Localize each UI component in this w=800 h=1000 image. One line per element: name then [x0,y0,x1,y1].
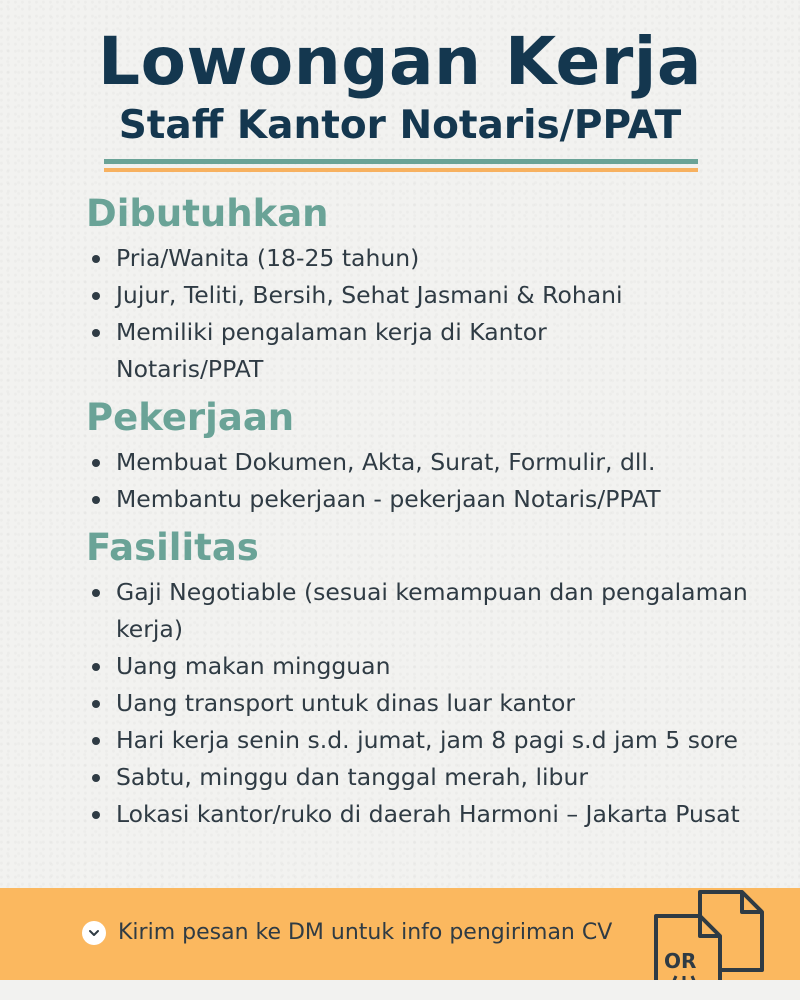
svg-text:OR: OR [664,949,697,973]
bullet-icon [92,459,100,467]
section-dibutuhkan [86,190,786,388]
content [86,190,786,839]
bullet-icon [92,700,100,708]
bullet-icon [92,811,100,819]
page-subtitle: Staff Kantor Notaris/PPAT [118,103,682,148]
bullet-icon [92,589,100,597]
list-item: Lokasi kantor/ruko di daerah Harmoni – Jakarta Pusat [86,796,786,833]
bullet-icon [92,774,100,782]
section-title: Dibutuhkan [86,192,329,235]
list-item: Pria/Wanita (18-25 tahun) [86,240,786,277]
header [0,22,800,150]
list-item: Sabtu, minggu dan tanggal merah, libur [86,759,786,796]
list-item: Memiliki pengalaman kerja di Kantor Notaris/PPAT [86,314,596,388]
list-item: Uang makan mingguan [86,648,786,685]
footer-text: Kirim pesan ke DM untuk info pengiriman CV [118,920,613,945]
chevron-down-icon [82,921,106,945]
list-item: Membantu pekerjaan - pekerjaan Notaris/PPAT [86,481,786,518]
page-title: Lowongan Kerja [98,23,702,100]
bullet-icon [92,292,100,300]
bullet-icon [92,737,100,745]
list-item: Gaji Negotiable (sesuai kemampuan dan pengalaman kerja) [86,574,786,648]
bullet-icon [92,329,100,337]
bullet-icon [92,496,100,504]
facilities-list [86,574,786,833]
list-item: Uang transport untuk dinas luar kantor [86,685,786,722]
section-title: Fasilitas [86,526,259,569]
section-pekerjaan [86,394,786,518]
list-item: Membuat Dokumen, Akta, Surat, Formulir, dll. [86,444,786,481]
divider-teal [104,159,698,164]
section-fasilitas [86,524,786,833]
bullet-icon [92,663,100,671]
requirements-list [86,240,786,388]
jobs-list [86,444,786,518]
list-item: Hari kerja senin s.d. jumat, jam 8 pagi s.d jam 5 sore [86,722,786,759]
list-item: Jujur, Teliti, Bersih, Sehat Jasmani & Rohani [86,277,786,314]
bottom-strip [0,980,800,1000]
divider-orange [104,168,698,172]
bullet-icon [92,255,100,263]
section-title: Pekerjaan [86,396,295,439]
